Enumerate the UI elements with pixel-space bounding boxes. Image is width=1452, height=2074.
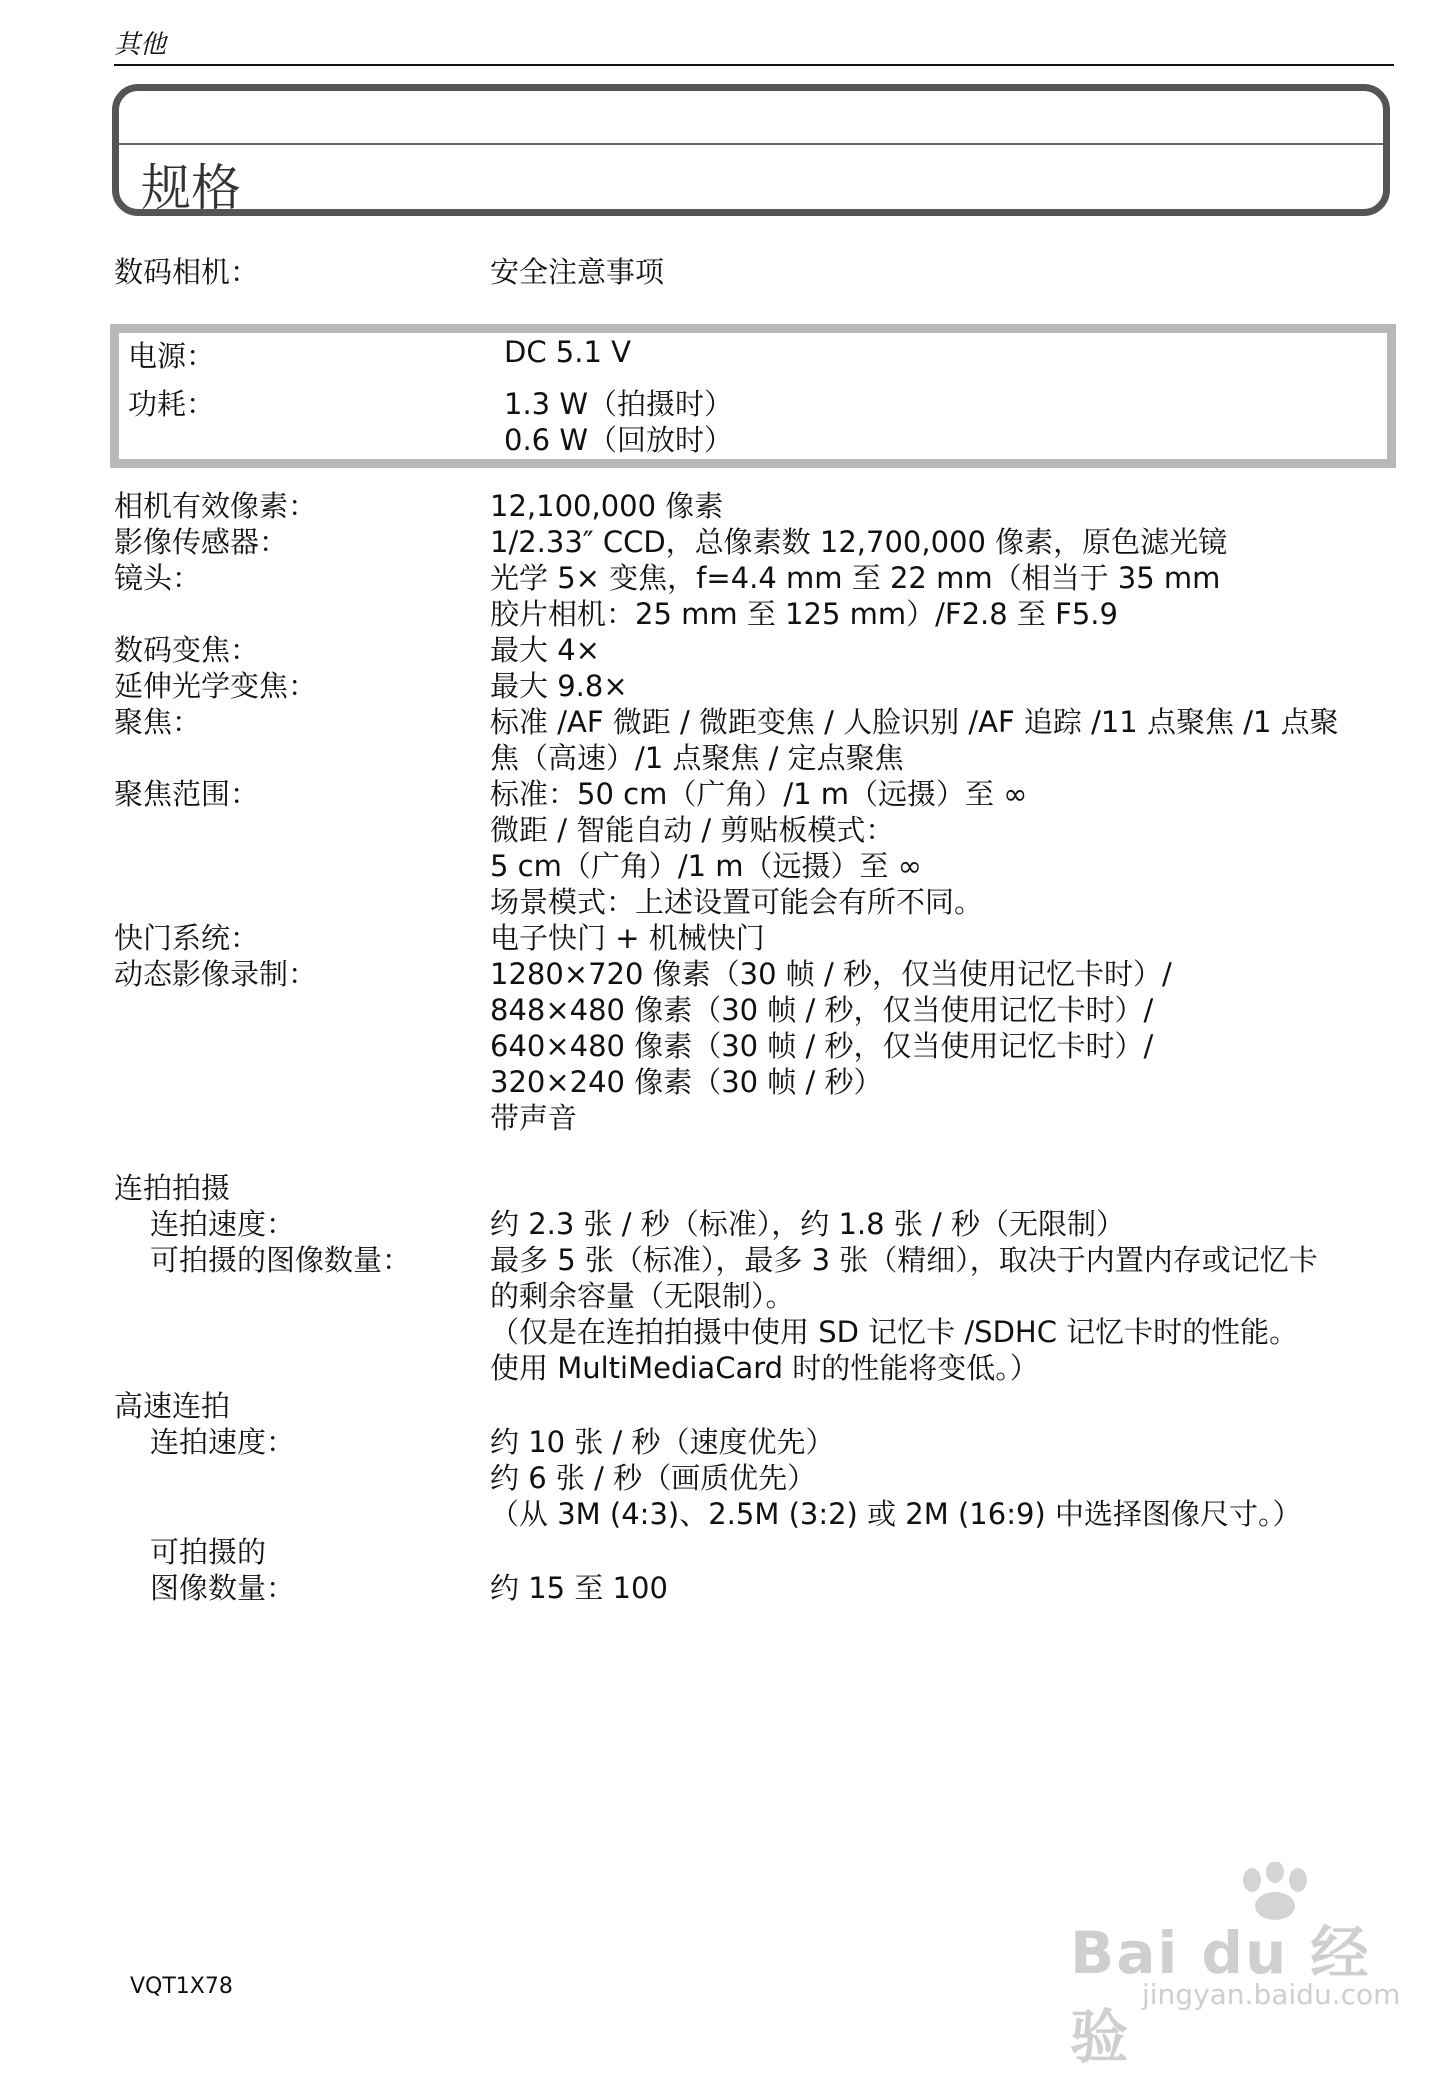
- spec-value: 1/2.33″ CCD，总像素数 12,700,000 像素，原色滤光镜: [490, 525, 1228, 559]
- spec-value: 640×480 像素（30 帧 / 秒，仅当使用记忆卡时）/: [490, 1029, 1154, 1063]
- power-source-label: 电源：: [128, 339, 216, 373]
- burst-count-label: 可拍摄的图像数量：: [150, 1243, 412, 1277]
- spec-label: 影像传感器：: [114, 525, 289, 559]
- power-box: [110, 324, 1396, 468]
- spec-value: 最大 9.8×: [490, 669, 628, 703]
- section-header: 其他: [114, 30, 167, 60]
- camera-label: 数码相机：: [114, 255, 260, 289]
- page-title: 规格: [141, 159, 241, 217]
- model-code: VQT1X78: [130, 1974, 233, 1999]
- header-rule: [114, 64, 1394, 66]
- spec-value: 带声音: [490, 1101, 578, 1135]
- spec-label: 动态影像录制：: [114, 957, 318, 991]
- spec-value: 电子快门 + 机械快门: [490, 921, 765, 955]
- title-rule: [119, 143, 1383, 145]
- spec-label: 聚焦：: [114, 705, 202, 739]
- spec-label: 镜头：: [114, 561, 202, 595]
- power-source-value: DC 5.1 V: [504, 335, 631, 369]
- spec-label: 聚焦范围：: [114, 777, 260, 811]
- power-consumption-label: 功耗：: [128, 387, 216, 421]
- baidu-watermark: [1070, 1862, 1430, 2071]
- spec-value: 848×480 像素（30 帧 / 秒，仅当使用记忆卡时）/: [490, 993, 1154, 1027]
- power-consumption-line: 1.3 W（拍摄时）: [504, 387, 734, 421]
- spec-value: 12,100,000 像素: [490, 489, 724, 523]
- high-speed-heading: 高速连拍: [114, 1389, 231, 1423]
- spec-value: 320×240 像素（30 帧 / 秒）: [490, 1065, 883, 1099]
- burst-heading: 连拍拍摄: [114, 1171, 231, 1205]
- spec-label: 数码变焦：: [114, 633, 260, 667]
- burst-count-value: （仅是在连拍拍摄中使用 SD 记忆卡 /SDHC 记忆卡时的性能。: [490, 1315, 1299, 1349]
- high-speed-count-label: 可拍摄的: [150, 1535, 267, 1569]
- spec-value: 标准：50 cm（广角）/1 m（远摄）至 ∞: [490, 777, 1028, 811]
- spec-value: 焦（高速）/1 点聚焦 / 定点聚焦: [490, 741, 904, 775]
- burst-speed-label: 连拍速度：: [150, 1207, 296, 1241]
- burst-count-value: 最多 5 张（标准），最多 3 张（精细），取决于内置内存或记忆卡: [490, 1243, 1318, 1277]
- watermark-url: jingyan.baidu.com: [1142, 1978, 1401, 2011]
- spec-label: 相机有效像素：: [114, 489, 318, 523]
- spec-value: 1280×720 像素（30 帧 / 秒，仅当使用记忆卡时）/: [490, 957, 1172, 991]
- title-box: [112, 84, 1390, 216]
- high-speed-speed-value: 约 6 张 / 秒（画质优先）: [490, 1461, 817, 1495]
- burst-count-value: 使用 MultiMediaCard 时的性能将变低。）: [490, 1351, 1039, 1385]
- high-speed-speed-value: 约 10 张 / 秒（速度优先）: [490, 1425, 835, 1459]
- camera-value: 安全注意事项: [490, 255, 665, 289]
- spec-label: 延伸光学变焦：: [114, 669, 318, 703]
- watermark-logo: Bai du 经验: [1070, 1919, 1371, 2071]
- power-consumption-line: 0.6 W（回放时）: [504, 423, 734, 457]
- burst-count-value: 的剩余容量（无限制）。: [490, 1279, 795, 1313]
- high-speed-speed-value: （从 3M (4:3)、2.5M (3:2) 或 2M (16:9) 中选择图像尺寸。）: [490, 1497, 1302, 1531]
- high-speed-speed-label: 连拍速度：: [150, 1425, 296, 1459]
- spec-value: 微距 / 智能自动 / 剪贴板模式：: [490, 813, 895, 847]
- spec-value: 光学 5× 变焦，f=4.4 mm 至 22 mm（相当于 35 mm: [490, 561, 1221, 595]
- spec-label: 快门系统：: [114, 921, 260, 955]
- high-speed-count-label: 图像数量：: [150, 1571, 296, 1605]
- spec-value: 标准 /AF 微距 / 微距变焦 / 人脸识别 /AF 追踪 /11 点聚焦 /1 点聚: [490, 705, 1339, 739]
- spec-value: 最大 4×: [490, 633, 600, 667]
- spec-value: 5 cm（广角）/1 m（远摄）至 ∞: [490, 849, 922, 883]
- burst-speed-value: 约 2.3 张 / 秒（标准），约 1.8 张 / 秒（无限制）: [490, 1207, 1126, 1241]
- high-speed-count-value: 约 15 至 100: [490, 1571, 668, 1605]
- spec-value: 场景模式：上述设置可能会有所不同。: [490, 885, 984, 919]
- spec-value: 胶片相机：25 mm 至 125 mm）/F2.8 至 F5.9: [490, 597, 1118, 631]
